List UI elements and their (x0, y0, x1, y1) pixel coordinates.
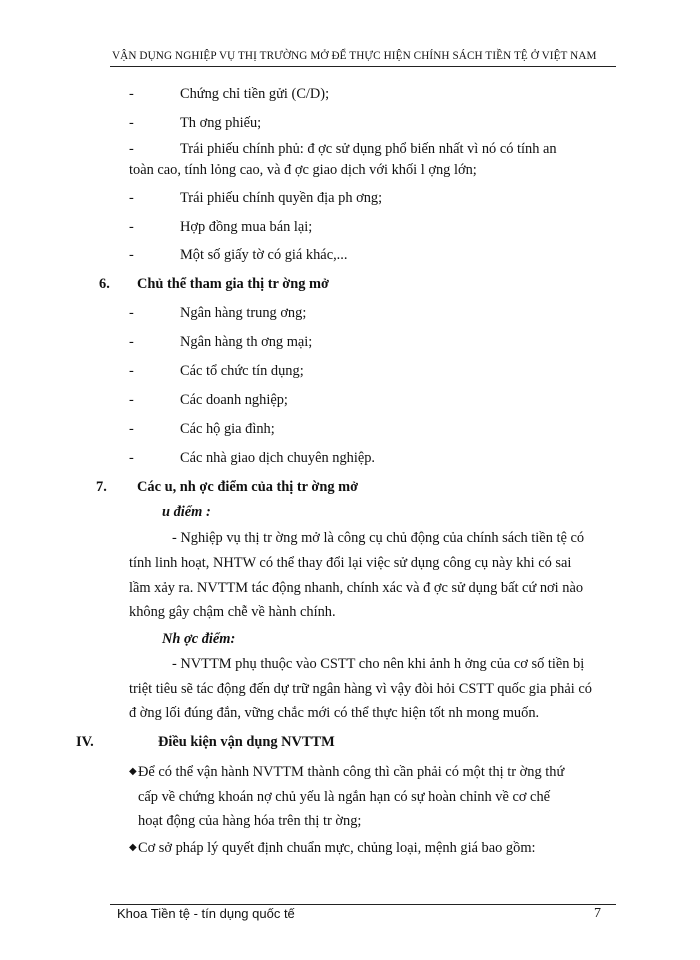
bullet-line: Để có thể vận hành NVTTM thành công thì cần phải có một thị tr ờng thứ (138, 764, 565, 780)
paragraph-line: - NVTTM phụ thuộc vào CSTT cho nên khi ảnh h ởng của cơ số tiền bị (172, 656, 585, 672)
section-number: 6. (99, 276, 110, 292)
list-dash: - (129, 305, 134, 321)
paragraph-line: - Nghiệp vụ thị tr ờng mở là công cụ chủ động của chính sách tiền tệ có (172, 530, 585, 546)
list-item: Các hộ gia đình; (180, 421, 275, 437)
section-heading: Chủ thể tham gia thị tr ờng mở (137, 276, 329, 292)
list-dash: - (129, 392, 134, 408)
list-item: Th ơng phiếu; (180, 115, 262, 131)
list-dash: - (129, 334, 134, 350)
list-dash: - (129, 86, 134, 102)
page-number: 7 (594, 906, 601, 921)
running-header: VẬN DỤNG NGHIỆP VỤ THỊ TRƯỜNG MỞ ĐỂ THỰC HIỆN CHÍNH SÁCH TIỀN TỆ Ở VIỆT NAM (112, 50, 597, 62)
paragraph-line: triệt tiêu sẽ tác động đến dự trữ ngân hàng vì vậy đòi hỏi CSTT quốc gia phải có (129, 681, 592, 697)
paragraph-line: đ ờng lối đúng đắn, vững chắc mới có thể thực hiện tốt nh mong muốn. (129, 705, 540, 721)
list-dash: - (129, 247, 134, 263)
list-dash: - (129, 115, 134, 131)
section-number: IV. (76, 734, 94, 750)
subheading-advantages: u điểm : (162, 504, 211, 520)
list-dash: - (129, 219, 134, 235)
list-item: Ngân hàng th ơng mại; (180, 334, 313, 350)
list-dash: - (129, 363, 134, 379)
bullet-line: Cơ sở pháp lý quyết định chuẩn mực, chủng loại, mệnh giá bao gồm: (138, 840, 536, 856)
section-heading: Các u, nh ợc điểm của thị tr ờng mở (137, 479, 359, 495)
list-item: Các tổ chức tín dụng; (180, 363, 304, 379)
list-item: Hợp đồng mua bán lại; (180, 219, 313, 235)
list-item: Một số giấy tờ có giá khác,... (180, 247, 348, 263)
footer-department: Khoa Tiền tệ - tín dụng quốc tế (117, 906, 295, 921)
bullet-line: cấp về chứng khoán nợ chủ yếu là ngắn hạn có sự hoàn chỉnh về cơ chế (138, 789, 551, 805)
section-heading: Điều kiện vận dụng NVTTM (158, 734, 335, 750)
list-item: Ngân hàng trung ơng; (180, 305, 307, 321)
list-item: Các nhà giao dịch chuyên nghiệp. (180, 450, 376, 466)
list-item: Chứng chỉ tiền gửi (C/D); (180, 86, 330, 102)
list-item: Các doanh nghiệp; (180, 392, 288, 408)
footer-rule (110, 904, 616, 905)
list-dash: - (129, 141, 134, 157)
list-item-continuation: toàn cao, tính lỏng cao, và đ ợc giao dịch với khối l ợng lớn; (129, 162, 477, 178)
header-rule (110, 66, 616, 67)
bullet-line: hoạt động của hàng hóa trên thị tr ờng; (138, 813, 362, 829)
paragraph-line: không gây chậm chễ về hành chính. (129, 604, 336, 620)
paragraph-line: lầm xảy ra. NVTTM tác động nhanh, chính xác và đ ợc sử dụng bất cứ nơi nào (129, 580, 584, 596)
list-dash: - (129, 190, 134, 206)
bullet-icon: ◆ (129, 766, 137, 777)
list-item: Trái phiếu chính quyền địa ph ơng; (180, 190, 383, 206)
paragraph-line: tính linh hoạt, NHTW có thể thay đổi lại việc sử dụng công cụ này khi có sai (129, 555, 572, 571)
section-number: 7. (96, 479, 107, 495)
list-dash: - (129, 450, 134, 466)
list-item: Trái phiếu chính phủ: đ ợc sử dụng phổ biến nhất vì nó có tính an (180, 141, 557, 157)
list-dash: - (129, 421, 134, 437)
bullet-icon: ◆ (129, 842, 137, 853)
subheading-disadvantages: Nh ợc điểm: (162, 631, 236, 647)
